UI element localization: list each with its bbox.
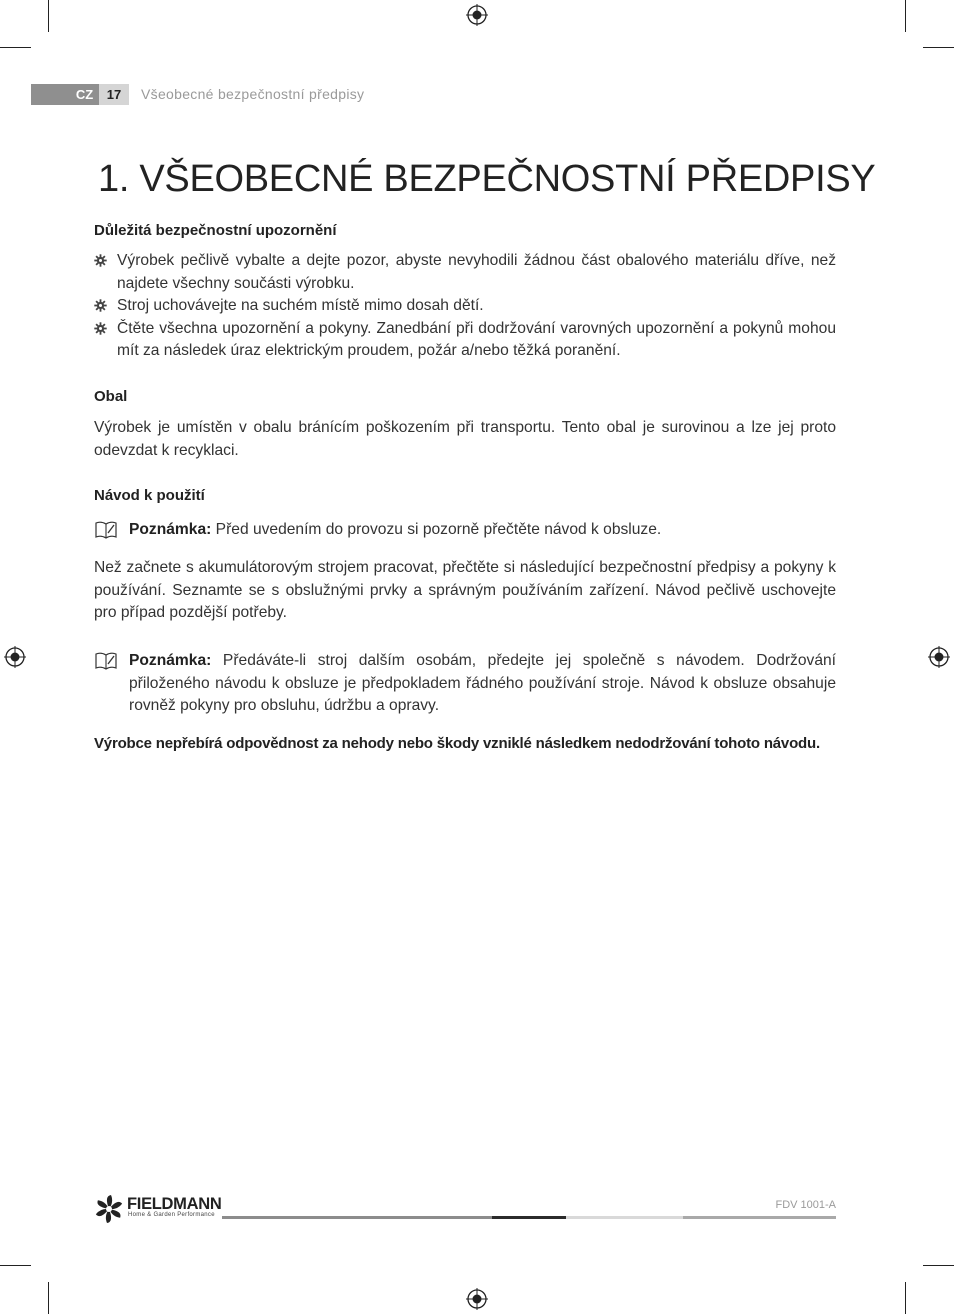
- crop-mark: [905, 1282, 906, 1314]
- crop-mark: [923, 47, 954, 48]
- note-text: Předáváte-li stroj dalším osobám, předejte jej společně s návodem. Dodržování přiloženého návodu k obsluze je předpokladem řádného používání stroje. Návod k obsluze obsahuje rovněž pokyny pro obsluhu, údržbu a opravy.: [129, 652, 836, 714]
- crop-mark: [48, 0, 49, 32]
- heading-manual: Návod k použití: [94, 487, 205, 504]
- note-1: [94, 519, 836, 542]
- crop-mark: [48, 1282, 49, 1314]
- list-item: [94, 295, 836, 318]
- fieldmann-logo-icon: [94, 1194, 124, 1224]
- registration-mark-icon: [466, 1288, 488, 1310]
- footer-bar-segment: [566, 1216, 683, 1219]
- brand-name: FIELDMANN: [127, 1195, 222, 1213]
- heading-packaging: Obal: [94, 388, 128, 405]
- page-number: 17: [99, 84, 129, 105]
- gear-bullet-icon: [94, 299, 107, 312]
- bullet-text: Čtěte všechna upozornění a pokyny. Zanedbání při dodržování varovných upozornění a pokynů mohou mít za následek úraz elektrickým proudem, požár a/nebo těžká poranění.: [117, 319, 836, 359]
- footer-bar-segment: [492, 1216, 566, 1219]
- list-item: [94, 318, 836, 363]
- fieldmann-logo: [94, 1193, 229, 1225]
- footer-bar-segment: [222, 1216, 492, 1219]
- crop-mark: [0, 47, 31, 48]
- header-section-title: Všeobecné bezpečnostní předpisy: [141, 86, 365, 102]
- open-book-icon: [94, 520, 118, 540]
- crop-mark: [923, 1265, 954, 1266]
- liability-warning: Výrobce nepřebírá odpovědnost za nehody nebo škody vzniklé následkem nedodržování tohoto návodu.: [94, 735, 820, 752]
- note-text: Před uvedením do provozu si pozorně přečtěte návod k obsluze.: [215, 521, 662, 538]
- bullet-text: Stroj uchovávejte na suchém místě mimo dosah dětí.: [117, 297, 484, 314]
- open-book-icon: [94, 651, 118, 671]
- manual-paragraph: Než začnete s akumulátorovým strojem pracovat, přečtěte si následující bezpečnostní předpisy a pokyny k používání. Seznamte se s obslužnými prvky a správným používáním zařízení. Návod pečlivě uschovejte pro případ pozdější potřeby.: [94, 559, 836, 621]
- registration-mark-icon: [4, 646, 26, 668]
- registration-mark-icon: [928, 646, 950, 668]
- heading-important: Důležitá bezpečnostní upozornění: [94, 222, 337, 239]
- note-label: Poznámka:: [129, 521, 212, 538]
- note-2: [94, 650, 836, 718]
- registration-mark-icon: [466, 4, 488, 26]
- model-code: FDV 1001-A: [775, 1199, 836, 1211]
- packaging-text: Výrobek je umístěn v obalu bránícím poškozením při transportu. Tento obal je surovinou a lze jej proto odevzdat k recyklaci.: [94, 419, 836, 459]
- crop-mark: [905, 0, 906, 32]
- crop-mark: [0, 1265, 31, 1266]
- gear-bullet-icon: [94, 254, 107, 267]
- header-language: CZ: [75, 87, 94, 102]
- bullet-text: Výrobek pečlivě vybalte a dejte pozor, abyste nevyhodili žádnou část obalového materiálu dříve, než najdete všechny součásti výrobku.: [117, 252, 836, 292]
- list-item: [94, 250, 836, 295]
- footer-bar-segment: [683, 1216, 836, 1219]
- brand-tagline: Home & Garden Performance: [128, 1212, 215, 1218]
- note-label: Poznámka:: [129, 652, 212, 669]
- page-title: 1. VŠEOBECNÉ BEZPEČNOSTNÍ PŘEDPISY: [98, 158, 876, 200]
- gear-bullet-icon: [94, 322, 107, 335]
- safety-bullet-list: [94, 250, 836, 363]
